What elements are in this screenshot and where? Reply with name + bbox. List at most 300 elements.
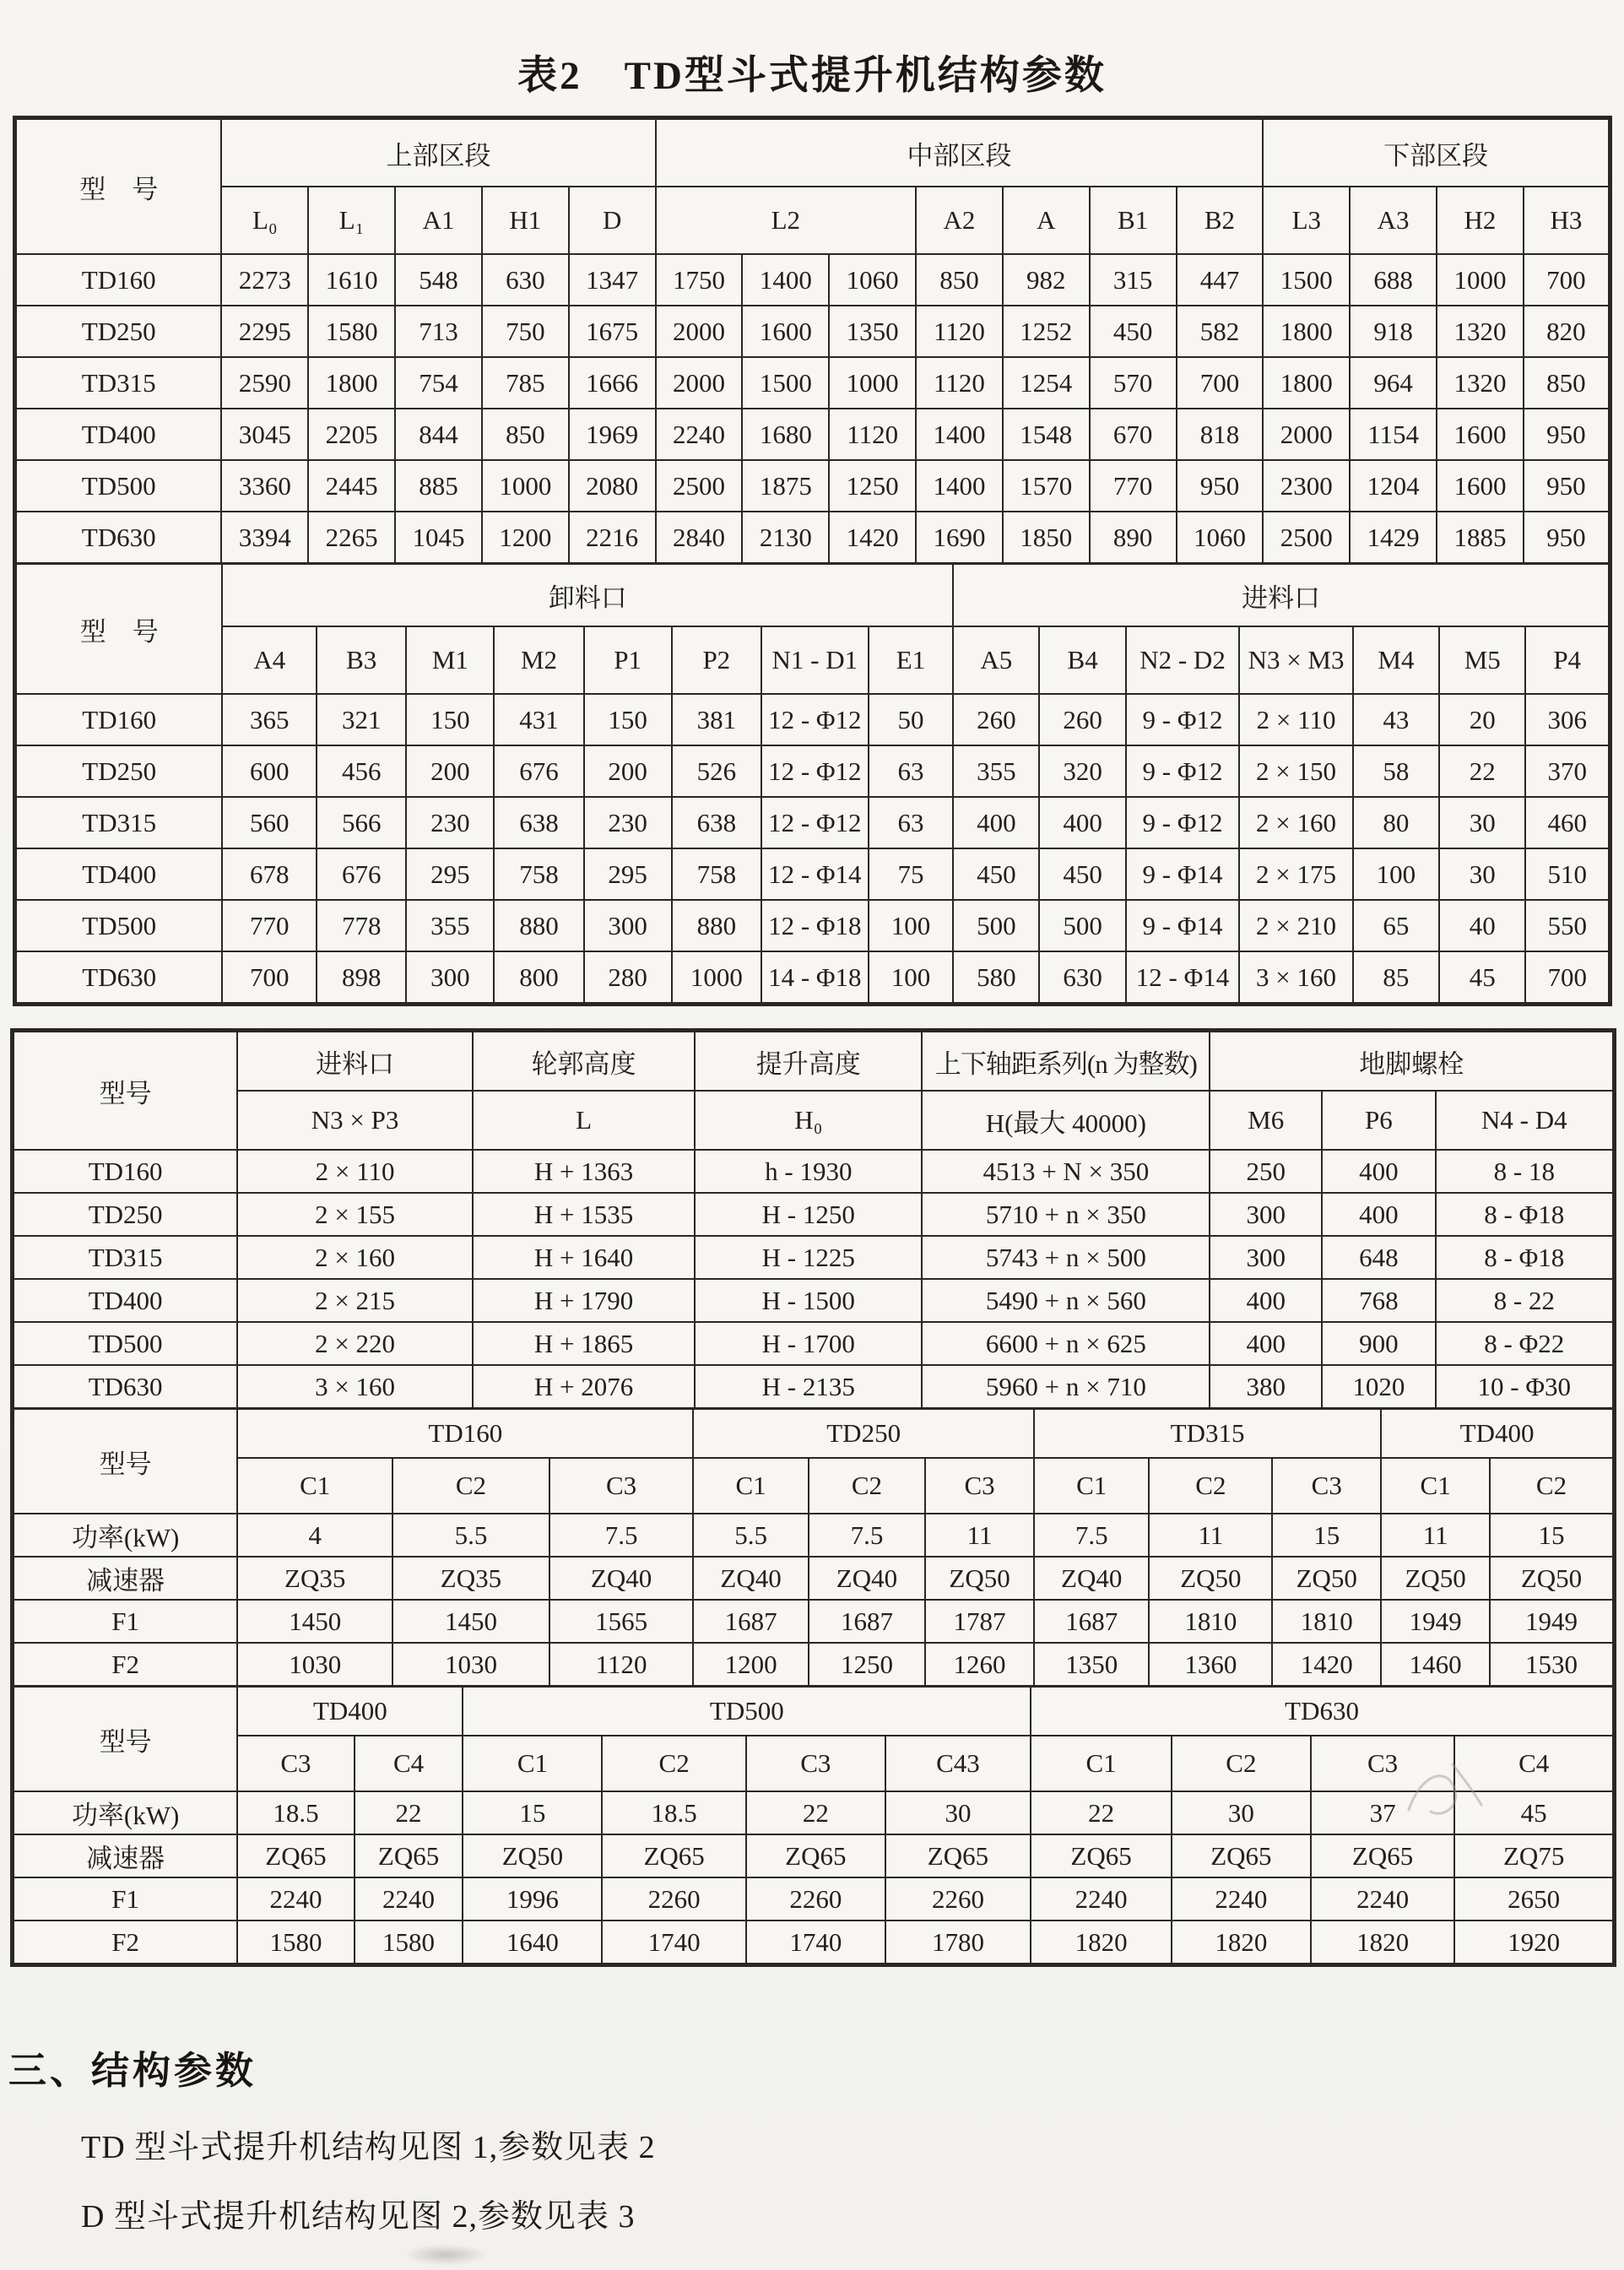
cell-value: ZQ35	[237, 1557, 392, 1600]
col-header: M6	[1210, 1091, 1322, 1150]
cell-value: 950	[1177, 460, 1264, 512]
cell-value: 500	[953, 900, 1039, 951]
cell-value: 11	[925, 1514, 1034, 1557]
cell-value: 1252	[1003, 306, 1090, 357]
cell-value: ZQ65	[237, 1834, 354, 1877]
cell-value: 548	[395, 254, 482, 306]
col-header: C3	[237, 1736, 354, 1791]
cell-value: 2840	[656, 512, 743, 563]
cell-value: 1820	[1311, 1921, 1455, 1964]
cell-value: 1800	[1263, 357, 1350, 409]
col-header: C3	[925, 1458, 1034, 1514]
cell-value: 7.5	[549, 1514, 694, 1557]
cell-value: ZQ50	[1381, 1557, 1490, 1600]
table-body	[16, 694, 1609, 1003]
cell-value: ZQ40	[549, 1557, 694, 1600]
table-row	[16, 848, 1609, 900]
table-row	[16, 951, 1609, 1003]
cell-value: 950	[1524, 409, 1609, 460]
cell-value: 100	[1353, 848, 1439, 900]
cell-value: 260	[953, 694, 1039, 745]
cell-value: 1200	[693, 1643, 808, 1686]
group-header-td630: TD630	[1031, 1687, 1613, 1736]
cell-value: 580	[953, 951, 1039, 1003]
row-label: TD160	[16, 694, 222, 745]
cell-value: 14 - Φ18	[761, 951, 869, 1003]
cell-value: 2500	[1263, 512, 1350, 563]
cell-value: 65	[1353, 900, 1439, 951]
cell-value: 9 - Φ12	[1126, 694, 1240, 745]
cell-value: 1500	[1263, 254, 1350, 306]
cell-value: 982	[1003, 254, 1090, 306]
col-header: N3 × M3	[1239, 626, 1353, 694]
structure-parameters-table-block	[13, 116, 1612, 1006]
cell-value: 300	[406, 951, 494, 1003]
cell-value: 3045	[221, 409, 308, 460]
row-label: F1	[14, 1877, 237, 1921]
cell-value: ZQ65	[746, 1834, 885, 1877]
col-header: C2	[392, 1458, 549, 1514]
cell-value: 758	[494, 848, 583, 900]
cell-value: 1800	[308, 357, 395, 409]
cell-value: 85	[1353, 951, 1439, 1003]
group-header-td400: TD400	[1381, 1409, 1613, 1458]
cell-value: 900	[1322, 1322, 1436, 1365]
cell-value: 321	[317, 694, 406, 745]
table-row	[14, 1643, 1613, 1686]
col-header: C2	[1172, 1736, 1311, 1791]
col-header: A5	[953, 626, 1039, 694]
group-header-lift-height: 提升高度	[695, 1032, 922, 1091]
cell-value: 22	[1439, 745, 1525, 797]
cell-value: 1800	[1263, 306, 1350, 357]
cell-value: 6600 + n × 625	[922, 1322, 1210, 1365]
cell-value: 400	[1322, 1193, 1436, 1236]
cell-value: 75	[869, 848, 953, 900]
cell-value: H + 1865	[473, 1322, 695, 1365]
col-header: P6	[1322, 1091, 1436, 1150]
cell-value: 30	[885, 1791, 1031, 1834]
col-header: A1	[395, 187, 482, 254]
col-header: M5	[1439, 626, 1525, 694]
col-header: P2	[672, 626, 761, 694]
table-body	[14, 1791, 1613, 1964]
cell-value: 230	[406, 797, 494, 848]
cell-value: 1580	[237, 1921, 354, 1964]
cell-value: 8 - 18	[1436, 1150, 1613, 1193]
cell-value: 456	[317, 745, 406, 797]
table-row	[16, 357, 1609, 409]
cell-value: ZQ65	[1311, 1834, 1455, 1877]
cell-value: 355	[953, 745, 1039, 797]
cell-value: 45	[1454, 1791, 1613, 1834]
table-body	[14, 1150, 1613, 1408]
col-header: D	[569, 187, 656, 254]
cell-value: ZQ65	[1172, 1834, 1311, 1877]
section-heading: 三、结构参数	[8, 2050, 257, 2092]
cell-value: 1810	[1272, 1600, 1381, 1643]
cell-value: ZQ65	[885, 1834, 1031, 1877]
cell-value: 447	[1177, 254, 1264, 306]
table-body	[14, 1514, 1613, 1686]
cell-value: 670	[1090, 409, 1177, 460]
cell-value: 1460	[1381, 1643, 1490, 1686]
model-column-header: 型 号	[16, 564, 222, 694]
power-table-td400-td630	[13, 1686, 1614, 1964]
cell-value: H + 1640	[473, 1236, 695, 1279]
table-row	[14, 1365, 1613, 1408]
col-header: C1	[1031, 1736, 1172, 1791]
cell-value: 2260	[746, 1877, 885, 1921]
cell-value: 676	[317, 848, 406, 900]
group-header-feed-port: 进料口	[237, 1032, 473, 1091]
cell-value: 3394	[221, 512, 308, 563]
cell-value: 1120	[549, 1643, 694, 1686]
row-label: TD160	[16, 254, 221, 306]
cell-value: 844	[395, 409, 482, 460]
cell-value: 260	[1039, 694, 1125, 745]
cell-value: 2260	[885, 1877, 1031, 1921]
col-header: C1	[463, 1736, 602, 1791]
cell-value: ZQ50	[463, 1834, 602, 1877]
cell-value: H + 1790	[473, 1279, 695, 1322]
cell-value: 18.5	[602, 1791, 746, 1834]
cell-value: 1565	[549, 1600, 694, 1643]
cell-value: 381	[672, 694, 761, 745]
cell-value: 1530	[1490, 1643, 1613, 1686]
cell-value: 400	[953, 797, 1039, 848]
row-label: TD400	[16, 409, 221, 460]
cell-value: 1200	[482, 512, 569, 563]
group-header-lower-section: 下部区段	[1263, 119, 1609, 187]
cell-value: 1030	[237, 1643, 392, 1686]
group-header-td250: TD250	[693, 1409, 1034, 1458]
cell-value: 300	[1210, 1193, 1322, 1236]
cell-value: 778	[317, 900, 406, 951]
cell-value: 37	[1311, 1791, 1455, 1834]
col-header: H₀	[695, 1091, 922, 1150]
cell-value: 1500	[742, 357, 829, 409]
col-header: L2	[656, 187, 916, 254]
cell-value: 964	[1350, 357, 1437, 409]
row-label: TD315	[14, 1236, 237, 1279]
cell-value: 4513 + N × 350	[922, 1150, 1210, 1193]
row-label: TD250	[14, 1193, 237, 1236]
cell-value: 1600	[1437, 460, 1524, 512]
cell-value: 1875	[742, 460, 829, 512]
cell-value: 700	[1177, 357, 1264, 409]
cell-value: 2295	[221, 306, 308, 357]
cell-value: 370	[1525, 745, 1609, 797]
cell-value: 2130	[742, 512, 829, 563]
cell-value: 2500	[656, 460, 743, 512]
cell-value: 770	[1090, 460, 1177, 512]
cell-value: 1450	[237, 1600, 392, 1643]
upper-middle-lower-sections-table	[15, 118, 1610, 564]
cell-value: 12 - Φ12	[761, 797, 869, 848]
cell-value: ZQ40	[809, 1557, 925, 1600]
cell-value: 2 × 160	[237, 1236, 473, 1279]
table-row	[14, 1600, 1613, 1643]
cell-value: 2265	[308, 512, 395, 563]
table-row	[16, 409, 1609, 460]
cell-value: 1969	[569, 409, 656, 460]
table-row	[14, 1279, 1613, 1322]
cell-value: 1687	[809, 1600, 925, 1643]
col-header: C4	[355, 1736, 463, 1791]
cell-value: 30	[1439, 797, 1525, 848]
cell-value: 1260	[925, 1643, 1034, 1686]
cell-value: 950	[1524, 460, 1609, 512]
cell-value: 50	[869, 694, 953, 745]
cell-value: 1820	[1172, 1921, 1311, 1964]
cell-value: 1570	[1003, 460, 1090, 512]
cell-value: 818	[1177, 409, 1264, 460]
cell-value: H + 1535	[473, 1193, 695, 1236]
row-label: TD500	[14, 1322, 237, 1365]
table-row	[16, 306, 1609, 357]
cell-value: 355	[406, 900, 494, 951]
cell-value: 9 - Φ12	[1126, 797, 1240, 848]
cell-value: 850	[916, 254, 1003, 306]
table-row	[16, 694, 1609, 745]
cell-value: 300	[1210, 1236, 1322, 1279]
cell-value: 1045	[395, 512, 482, 563]
cell-value: 43	[1353, 694, 1439, 745]
cell-value: 280	[584, 951, 672, 1003]
cell-value: 1000	[1437, 254, 1524, 306]
col-header: B4	[1039, 626, 1125, 694]
cell-value: 1820	[1031, 1921, 1172, 1964]
group-header-feed-port: 进料口	[953, 564, 1609, 626]
table-row	[14, 1236, 1613, 1279]
col-header: A3	[1350, 187, 1437, 254]
row-label: 功率(kW)	[14, 1791, 237, 1834]
cell-value: 1949	[1381, 1600, 1490, 1643]
cell-value: 600	[222, 745, 317, 797]
cell-value: 550	[1525, 900, 1609, 951]
cell-value: H + 2076	[473, 1365, 695, 1408]
cell-value: 2240	[237, 1877, 354, 1921]
cell-value: 8 - Φ18	[1436, 1236, 1613, 1279]
cell-value: 2 × 215	[237, 1279, 473, 1322]
group-header-middle-section: 中部区段	[656, 119, 1264, 187]
row-label: TD400	[16, 848, 222, 900]
cell-value: 582	[1177, 306, 1264, 357]
cell-value: 1810	[1149, 1600, 1272, 1643]
col-header: C43	[885, 1736, 1031, 1791]
cell-value: 450	[1090, 306, 1177, 357]
cell-value: 2 × 210	[1239, 900, 1353, 951]
cell-value: 1687	[1034, 1600, 1149, 1643]
group-header-axle-distance-series: 上下轴距系列(n 为整数)	[922, 1032, 1210, 1091]
cell-value: H + 1363	[473, 1150, 695, 1193]
cell-value: 4	[237, 1514, 392, 1557]
col-header: P4	[1525, 626, 1609, 694]
cell-value: 630	[1039, 951, 1125, 1003]
note-line-2: D 型斗式提升机结构见图 2,参数见表 3	[81, 2199, 636, 2235]
cell-value: 880	[672, 900, 761, 951]
cell-value: 1250	[809, 1643, 925, 1686]
cell-value: 1750	[656, 254, 743, 306]
cell-value: 1000	[829, 357, 916, 409]
cell-value: 1885	[1437, 512, 1524, 563]
table-row	[16, 745, 1609, 797]
cell-value: H - 1700	[695, 1322, 922, 1365]
table-row	[14, 1322, 1613, 1365]
cell-value: 648	[1322, 1236, 1436, 1279]
cell-value: 3 × 160	[237, 1365, 473, 1408]
cell-value: 80	[1353, 797, 1439, 848]
model-column-header: 型号	[14, 1032, 237, 1150]
col-header: C2	[1490, 1458, 1613, 1514]
cell-value: 2240	[1311, 1877, 1455, 1921]
cell-value: 10 - Φ30	[1436, 1365, 1613, 1408]
cell-value: 295	[584, 848, 672, 900]
col-header: A2	[916, 187, 1003, 254]
cell-value: 1920	[1454, 1921, 1613, 1964]
cell-value: ZQ50	[925, 1557, 1034, 1600]
cell-value: 700	[1525, 951, 1609, 1003]
row-label: TD160	[14, 1150, 237, 1193]
cell-value: 450	[953, 848, 1039, 900]
cell-value: 918	[1350, 306, 1437, 357]
cell-value: 45	[1439, 951, 1525, 1003]
cell-value: 750	[482, 306, 569, 357]
cell-value: 1320	[1437, 306, 1524, 357]
cell-value: 1000	[482, 460, 569, 512]
cell-value: 2216	[569, 512, 656, 563]
cell-value: 5.5	[693, 1514, 808, 1557]
row-label: F2	[14, 1921, 237, 1964]
table-row	[16, 512, 1609, 563]
cell-value: 1347	[569, 254, 656, 306]
col-header: H3	[1524, 187, 1609, 254]
table-row	[16, 797, 1609, 848]
cell-value: 320	[1039, 745, 1125, 797]
cell-value: 800	[494, 951, 583, 1003]
cell-value: 1400	[742, 254, 829, 306]
cell-value: 1400	[916, 460, 1003, 512]
cell-value: 1400	[916, 409, 1003, 460]
cell-value: 2590	[221, 357, 308, 409]
col-header: C1	[693, 1458, 808, 1514]
cell-value: 2000	[656, 357, 743, 409]
cell-value: 2 × 155	[237, 1193, 473, 1236]
cell-value: 15	[1490, 1514, 1613, 1557]
cell-value: 700	[1524, 254, 1609, 306]
group-header-td315: TD315	[1034, 1409, 1381, 1458]
col-header: B2	[1177, 187, 1264, 254]
col-header: C2	[602, 1736, 746, 1791]
cell-value: 1030	[392, 1643, 549, 1686]
cell-value: H - 1225	[695, 1236, 922, 1279]
cell-value: 22	[1031, 1791, 1172, 1834]
col-header: C1	[1034, 1458, 1149, 1514]
cell-value: 2445	[308, 460, 395, 512]
col-header: B3	[317, 626, 406, 694]
cell-value: 1690	[916, 512, 1003, 563]
cell-value: 2 × 110	[1239, 694, 1353, 745]
cell-value: H - 1500	[695, 1279, 922, 1322]
cell-value: 22	[746, 1791, 885, 1834]
cell-value: 1687	[693, 1600, 808, 1643]
cell-value: 100	[869, 951, 953, 1003]
col-header: C1	[237, 1458, 392, 1514]
cell-value: 12 - Φ12	[761, 694, 869, 745]
pencil-mark	[1397, 1754, 1498, 1830]
cell-value: 1320	[1437, 357, 1524, 409]
cell-value: 1850	[1003, 512, 1090, 563]
cell-value: ZQ65	[1031, 1834, 1172, 1877]
cell-value: 1154	[1350, 409, 1437, 460]
cell-value: 700	[222, 951, 317, 1003]
cell-value: 63	[869, 745, 953, 797]
row-label: TD630	[16, 951, 222, 1003]
table-row	[14, 1834, 1613, 1877]
cell-value: 1996	[463, 1877, 602, 1921]
cell-value: 1450	[392, 1600, 549, 1643]
cell-value: 880	[494, 900, 583, 951]
col-header: N3 × P3	[237, 1091, 473, 1150]
table-row	[14, 1557, 1613, 1600]
model-column-header: 型号	[14, 1409, 237, 1514]
cell-value: 5710 + n × 350	[922, 1193, 1210, 1236]
cell-value: 2000	[656, 306, 743, 357]
power-table-td160-td400	[13, 1408, 1614, 1687]
group-header-td500: TD500	[463, 1687, 1031, 1736]
cell-value: 1787	[925, 1600, 1034, 1643]
cell-value: 638	[494, 797, 583, 848]
col-header: L3	[1263, 187, 1350, 254]
cell-value: 1350	[1034, 1643, 1149, 1686]
cell-value: 1675	[569, 306, 656, 357]
cell-value: 1740	[746, 1921, 885, 1964]
cell-value: 560	[222, 797, 317, 848]
table-row	[14, 1514, 1613, 1557]
cell-value: 380	[1210, 1365, 1322, 1408]
row-label: 功率(kW)	[14, 1514, 237, 1557]
scan-smudge	[403, 2244, 488, 2266]
cell-value: 1350	[829, 306, 916, 357]
cell-value: 431	[494, 694, 583, 745]
cell-value: 12 - Φ14	[761, 848, 869, 900]
cell-value: 566	[317, 797, 406, 848]
cell-value: 18.5	[237, 1791, 354, 1834]
cell-value: 676	[494, 745, 583, 797]
cell-value: 2000	[1263, 409, 1350, 460]
col-header: N4 - D4	[1436, 1091, 1613, 1150]
cell-value: 1020	[1322, 1365, 1436, 1408]
cell-value: 9 - Φ14	[1126, 848, 1240, 900]
cell-value: 1949	[1490, 1600, 1613, 1643]
cell-value: 12 - Φ14	[1126, 951, 1240, 1003]
cell-value: 1580	[355, 1921, 463, 1964]
cell-value: 2 × 150	[1239, 745, 1353, 797]
cell-value: 12 - Φ18	[761, 900, 869, 951]
col-header: C3	[549, 1458, 694, 1514]
cell-value: 638	[672, 797, 761, 848]
col-header: M2	[494, 626, 583, 694]
cell-value: 500	[1039, 900, 1125, 951]
cell-value: 3 × 160	[1239, 951, 1353, 1003]
cell-value: 300	[584, 900, 672, 951]
col-header: A	[1003, 187, 1090, 254]
cell-value: ZQ40	[1034, 1557, 1149, 1600]
cell-value: 15	[463, 1791, 602, 1834]
cell-value: ZQ40	[693, 1557, 808, 1600]
cell-value: 713	[395, 306, 482, 357]
